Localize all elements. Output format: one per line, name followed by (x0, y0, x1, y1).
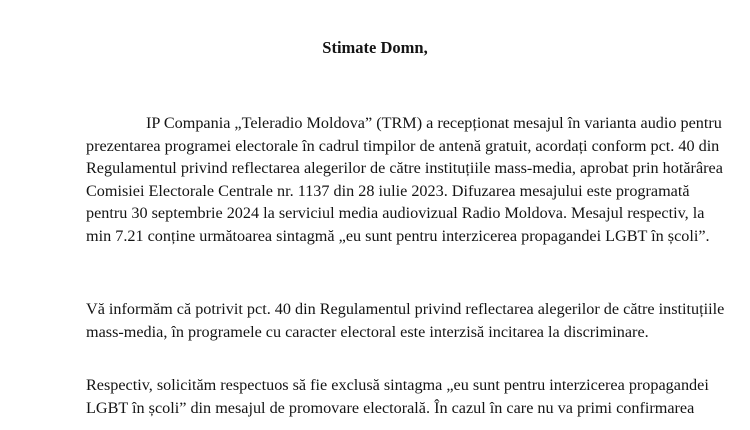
text-line: Respectiv, solicităm respectuos să fie exclusă sintagma „eu sunt pentru interzicerea propagandei (86, 376, 709, 394)
text-line: LGBT în școli” din mesajul de promovare electorală. În cazul în care nu va primi confirmarea (86, 398, 695, 417)
paragraph-regulation-info (86, 298, 725, 343)
text-line: prezentarea programei electorale în cadrul timpilor de antenă gratuit, acordați conform pct. 40 din (86, 136, 720, 155)
text-line: pentru 30 septembrie 2024 la serviciul media audiovizual Radio Moldova. Mesajul respectiv, la (86, 204, 705, 222)
paragraph-reception-notice (86, 112, 723, 247)
text-line: Comisiei Electorale Centrale nr. 1137 din 28 iulie 2023. Difuzarea mesajului este programată (86, 181, 690, 200)
text-line: Vă informăm că potrivit pct. 40 din Regulamentul privind reflectarea alegerilor de către instituțiile (86, 300, 725, 318)
paragraph-exclusion-request (86, 374, 709, 419)
letter-salutation: Stimate Domn, (322, 38, 428, 57)
text-line: Regulamentul privind reflectarea alegerilor de către instituțiile mass-media, aprobat prin hotărârea (86, 159, 723, 177)
text-line: mass-media, în programele cu caracter electoral este interzisă incitarea la discriminare. (86, 322, 649, 341)
text-line: min 7.21 conține următoarea sintagmă „eu sunt pentru interzicerea propagandei LGBT în școli”. (86, 226, 710, 245)
text-line: IP Compania „Teleradio Moldova” (TRM) a recepționat mesajul în varianta audio pentru (146, 114, 722, 132)
